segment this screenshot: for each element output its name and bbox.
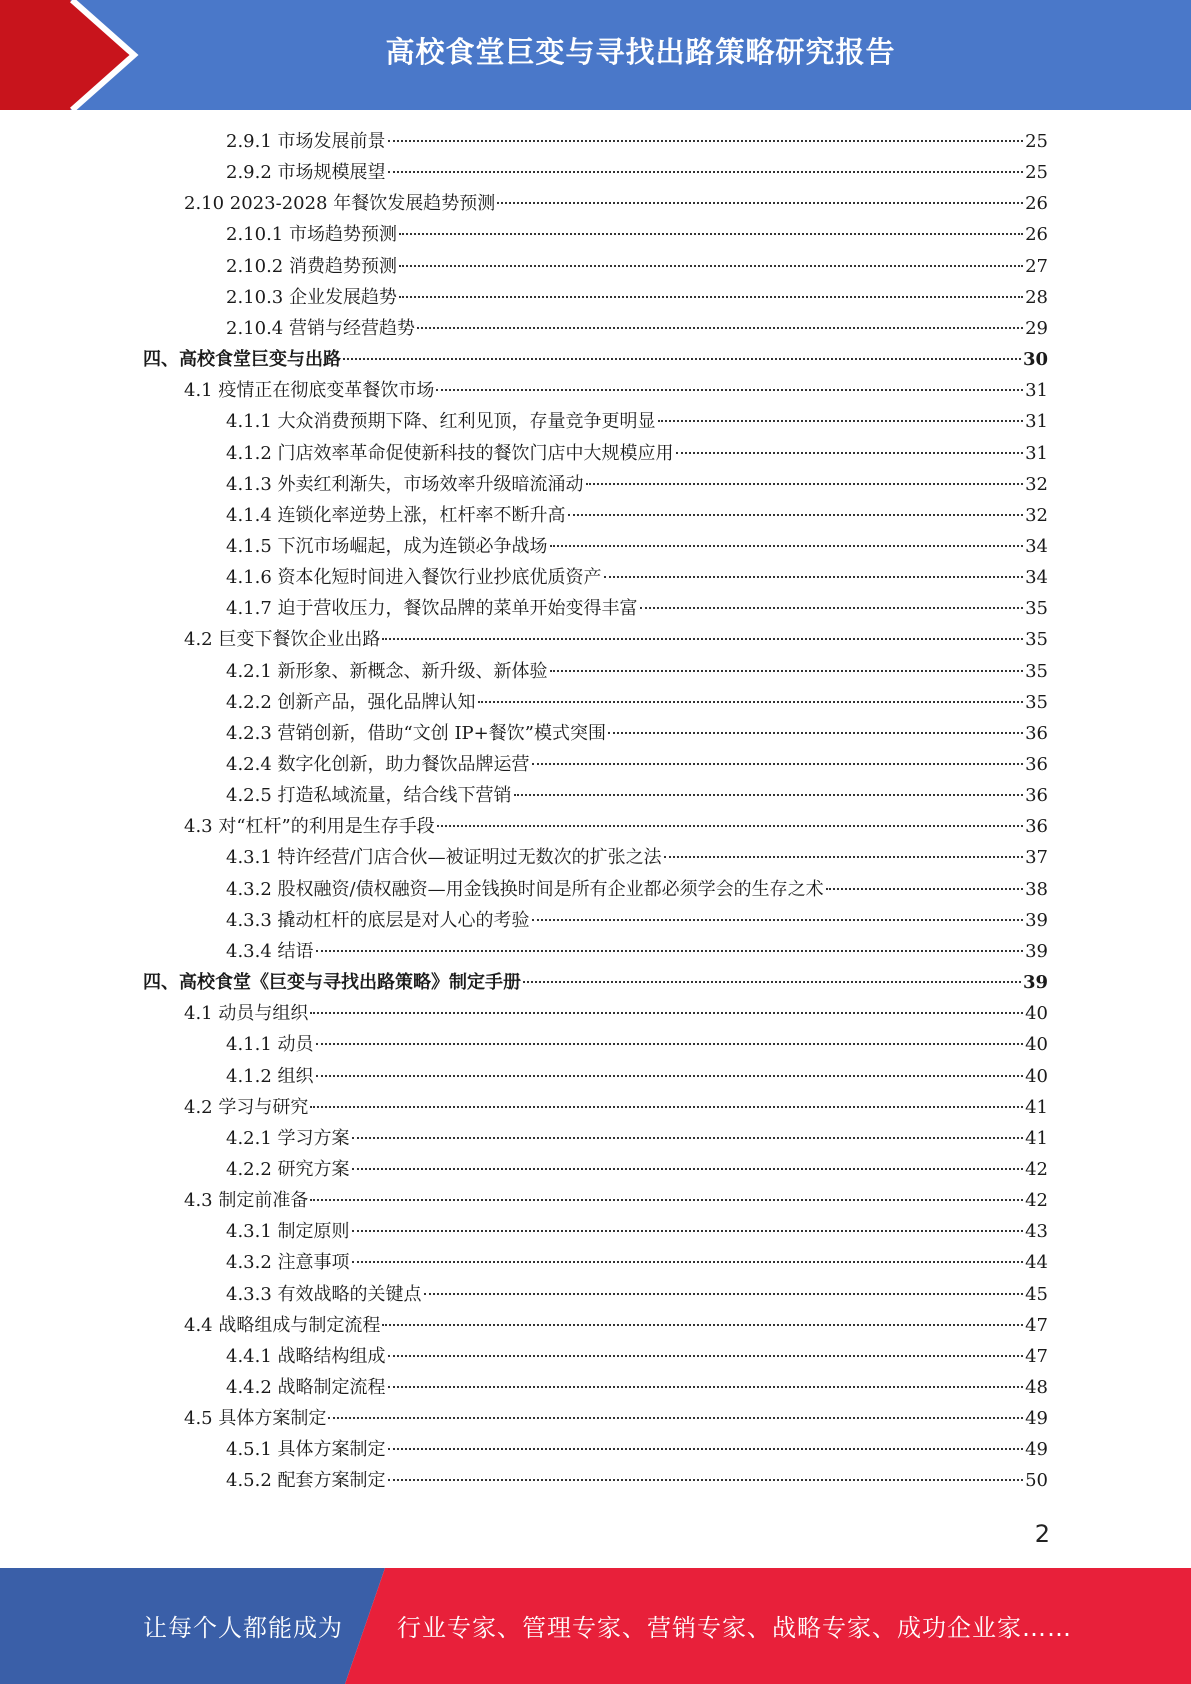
toc-entry-title: 4.1.2 门店效率革命促使新科技的餐饮门店中大规模应用 [226,442,674,464]
toc-entry-title: 4.3 制定前准备 [184,1190,309,1212]
toc-dot-leader [514,794,1024,796]
toc-dot-leader [316,950,1024,952]
toc-entry[interactable] [226,656,1048,687]
toc-dot-leader [532,763,1024,765]
toc-entry[interactable] [226,313,1048,344]
toc-entry[interactable] [226,1061,1048,1092]
toc-entry-title: 4.4.1 战略结构组成 [226,1345,386,1367]
toc-entry-page: 49 [1025,1408,1048,1430]
toc-entry-page: 41 [1025,1127,1048,1149]
toc-dot-leader [550,670,1024,672]
footer-slogan-left: 让每个人都能成为 [143,1614,343,1642]
toc-dot-leader [316,1075,1024,1077]
toc-dot-leader [316,1043,1024,1045]
toc-dot-leader [640,607,1024,609]
toc-entry-page: 45 [1025,1283,1048,1305]
toc-dot-leader [310,1012,1023,1014]
toc-entry-page: 36 [1025,785,1048,807]
toc-entry-page: 25 [1025,162,1048,184]
toc-entry-title: 4.1.1 大众消费预期下降、红利见顶，存量竞争更明显 [226,411,656,433]
toc-entry-title: 4.1.4 连锁化率逆势上涨，杠杆率不断升高 [226,504,566,526]
toc-entry[interactable] [226,905,1048,936]
toc-entry-page: 37 [1025,847,1048,869]
toc-entry-page: 35 [1025,660,1048,682]
toc-entry-title: 2.10.1 市场趋势预测 [226,224,397,246]
toc-dot-leader [424,1293,1024,1295]
toc-dot-leader [417,327,1023,329]
toc-entry[interactable] [226,251,1048,282]
toc-entry-page: 50 [1025,1470,1048,1492]
toc-entry-title: 4.5.2 配套方案制定 [226,1470,386,1492]
toc-dot-leader [550,545,1024,547]
toc-entry[interactable] [226,469,1048,500]
toc-entry-page: 39 [1022,972,1048,994]
toc-entry[interactable] [226,718,1048,749]
toc-entry-page: 43 [1025,1221,1048,1243]
toc-entry-title: 2.10.4 营销与经营趋势 [226,317,415,339]
footer-slogan-right: 行业专家、管理专家、营销专家、战略专家、成功企业家…… [397,1614,1072,1642]
toc-entry-title: 4.5.1 具体方案制定 [226,1439,386,1461]
toc-dot-leader [497,202,1023,204]
toc-dot-leader [328,1417,1023,1419]
toc-dot-leader [382,638,1023,640]
toc-entry-page: 35 [1025,598,1048,620]
toc-dot-leader [388,140,1024,142]
toc-entry[interactable] [143,344,1048,375]
toc-dot-leader [310,1106,1023,1108]
toc-entry-page: 42 [1025,1158,1048,1180]
toc-dot-leader [352,1137,1024,1139]
toc-entry-page: 27 [1025,255,1048,277]
toc-entry-page: 32 [1025,504,1048,526]
toc-dot-leader [388,1479,1024,1481]
toc-entry-title: 4.1 疫情正在彻底变革餐饮市场 [184,380,435,402]
toc-entry[interactable] [184,1310,1048,1341]
toc-dot-leader [664,856,1024,858]
toc-entry-title: 4.1.3 外卖红利渐失，市场效率升级暗流涌动 [226,473,584,495]
toc-dot-leader [604,576,1024,578]
toc-entry-page: 28 [1025,286,1048,308]
toc-entry[interactable] [226,500,1048,531]
toc-entry[interactable] [226,562,1048,593]
toc-entry-title: 四、高校食堂巨变与出路 [143,349,341,371]
toc-entry-title: 4.2.4 数字化创新，助力餐饮品牌运营 [226,754,530,775]
toc-entry[interactable] [184,1403,1048,1434]
toc-entry-page: 31 [1025,411,1048,433]
toc-entry-page: 26 [1025,224,1048,246]
toc-entry-page: 26 [1025,193,1048,215]
page-header [0,0,1191,110]
toc-entry[interactable] [226,1372,1048,1403]
toc-entry[interactable] [226,936,1048,967]
toc-entry-title: 2.9.2 市场规模展望 [226,162,386,184]
toc-dot-leader [388,171,1024,173]
toc-dot-leader [352,1230,1024,1232]
toc-entry[interactable] [184,1092,1048,1123]
toc-entry-title: 4.4.2 战略制定流程 [226,1377,386,1398]
toc-entry-page: 38 [1025,878,1048,900]
toc-entry-page: 40 [1025,1034,1048,1056]
toc-entry-page: 41 [1025,1096,1048,1118]
toc-entry[interactable] [226,219,1048,250]
toc-entry-title: 4.2.1 新形象、新概念、新升级、新体验 [226,660,548,682]
toc-dot-leader [658,420,1024,422]
toc-entry-title: 4.1 动员与组织 [184,1003,309,1025]
toc-dot-leader [310,1199,1023,1201]
toc-entry-title: 4.2.5 打造私域流量，结合线下营销 [226,785,512,807]
toc-entry-page: 35 [1025,629,1048,651]
toc-entry-page: 48 [1025,1377,1048,1398]
toc-dot-leader [436,389,1023,391]
toc-entry-page: 32 [1025,473,1048,495]
toc-entry[interactable] [226,157,1048,188]
toc-entry-title: 4.3.4 结语 [226,940,314,962]
toc-entry-title: 4.4 战略组成与制定流程 [184,1314,381,1336]
toc-dot-leader [343,358,1021,360]
toc-entry[interactable] [226,438,1048,469]
toc-entry-title: 四、高校食堂《巨变与寻找出路策略》制定手册 [143,972,521,994]
toc-entry[interactable] [226,1029,1048,1060]
toc-dot-leader [437,825,1023,827]
toc-entry-page: 40 [1025,1065,1048,1087]
toc-entry-title: 4.2.2 创新产品，强化品牌认知 [226,691,476,713]
toc-entry[interactable] [184,375,1048,406]
toc-dot-leader [388,1355,1024,1357]
toc-entry-page: 36 [1025,722,1048,744]
page-number: 2 [1034,1520,1050,1548]
toc-entry-title: 4.1.2 组织 [226,1065,314,1087]
toc-entry-page: 42 [1025,1190,1048,1212]
toc-entry[interactable] [226,593,1048,624]
toc-entry[interactable] [226,531,1048,562]
toc-entry[interactable] [184,811,1048,842]
toc-entry-title: 2.9.1 市场发展前景 [226,131,386,152]
toc-entry-page: 47 [1025,1314,1048,1336]
toc-entry-title: 2.10.2 消费趋势预测 [226,255,397,277]
toc-entry-page: 25 [1025,131,1048,152]
toc-dot-leader [478,701,1024,703]
toc-entry[interactable] [226,1465,1048,1496]
toc-entry-title: 2.10 2023-2028 年餐饮发展趋势预测 [184,193,496,215]
toc-entry[interactable] [226,780,1048,811]
toc-entry-title: 4.3.3 有效战略的关键点 [226,1283,422,1305]
toc-entry-title: 4.1.7 迫于营收压力，餐饮品牌的菜单开始变得丰富 [226,598,638,620]
toc-entry-page: 29 [1025,317,1048,339]
toc-entry-title: 4.1.6 资本化短时间进入餐饮行业抄底优质资产 [226,567,602,589]
toc-entry[interactable] [143,967,1048,998]
toc-dot-leader [352,1261,1024,1263]
toc-entry-title: 4.3.3 撬动杠杆的底层是对人心的考验 [226,909,530,931]
toc-dot-leader [399,233,1023,235]
toc-entry-page: 36 [1025,816,1048,838]
toc-dot-leader [388,1386,1024,1388]
document-title: 高校食堂巨变与寻找出路策略研究报告 [385,35,896,69]
toc-entry[interactable] [226,1123,1048,1154]
toc-dot-leader [388,1448,1024,1450]
toc-entry[interactable] [184,624,1048,655]
toc-entry[interactable] [226,1434,1048,1465]
toc-entry-page: 47 [1025,1345,1048,1367]
toc-entry[interactable] [226,1154,1048,1185]
toc-entry[interactable] [226,687,1048,718]
page-footer [0,1568,1191,1684]
toc-entry-title: 4.2 学习与研究 [184,1096,309,1118]
toc-entry[interactable] [184,1185,1048,1216]
toc-entry[interactable] [226,874,1048,905]
toc-dot-leader [352,1168,1024,1170]
toc-dot-leader [586,483,1024,485]
toc-entry[interactable] [226,126,1048,157]
toc-dot-leader [399,265,1023,267]
toc-entry-title: 4.3.1 特许经营/门店合伙—被证明过无数次的扩张之法 [226,847,662,869]
toc-entry-page: 31 [1025,380,1048,402]
toc-entry-page: 44 [1025,1252,1048,1274]
toc-entry[interactable] [226,1341,1048,1372]
toc-entry-page: 34 [1025,535,1048,557]
toc-entry-page: 30 [1022,349,1048,371]
toc-entry-title: 4.3.2 注意事项 [226,1252,350,1274]
toc-entry[interactable] [226,1279,1048,1310]
toc-dot-leader [382,1324,1023,1326]
toc-entry-title: 2.10.3 企业发展趋势 [226,286,397,308]
toc-entry-page: 31 [1025,442,1048,464]
toc-dot-leader [568,514,1024,516]
toc-dot-leader [826,888,1024,890]
toc-entry-title: 4.2.3 营销创新，借助“文创 IP+餐饮”模式突围 [226,722,606,744]
toc-entry-title: 4.3.2 股权融资/债权融资—用金钱换时间是所有企业都必须学会的生存之术 [226,878,824,900]
toc-entry-title: 4.5 具体方案制定 [184,1408,327,1430]
toc-dot-leader [532,919,1024,921]
toc-entry[interactable] [184,188,1048,219]
toc-dot-leader [676,452,1024,454]
toc-entry[interactable] [184,998,1048,1029]
toc-entry-title: 4.2.1 学习方案 [226,1127,350,1149]
toc-entry[interactable] [226,842,1048,873]
toc-entry-title: 4.2 巨变下餐饮企业出路 [184,629,381,651]
toc-entry-page: 34 [1025,567,1048,589]
toc-entry-title: 4.3 对“杠杆”的利用是生存手段 [184,816,435,838]
toc-entry-page: 40 [1025,1003,1048,1025]
toc-entry[interactable] [226,1216,1048,1247]
toc-entry-title: 4.3.1 制定原则 [226,1221,350,1243]
toc-entry-page: 39 [1025,940,1048,962]
toc-entry-page: 49 [1025,1439,1048,1461]
toc-entry-page: 35 [1025,691,1048,713]
toc-entry-title: 4.1.5 下沉市场崛起，成为连锁必争战场 [226,535,548,557]
toc-entry-page: 36 [1025,754,1048,775]
toc-entry[interactable] [226,406,1048,437]
toc-entry-title: 4.1.1 动员 [226,1034,314,1056]
toc-dot-leader [523,981,1021,983]
toc-entry[interactable] [226,282,1048,313]
toc-entry-title: 4.2.2 研究方案 [226,1158,350,1180]
toc-entry-page: 39 [1025,909,1048,931]
toc-entry[interactable] [226,1247,1048,1278]
toc-entry[interactable] [226,749,1048,780]
toc-dot-leader [608,732,1023,734]
toc-dot-leader [399,296,1023,298]
